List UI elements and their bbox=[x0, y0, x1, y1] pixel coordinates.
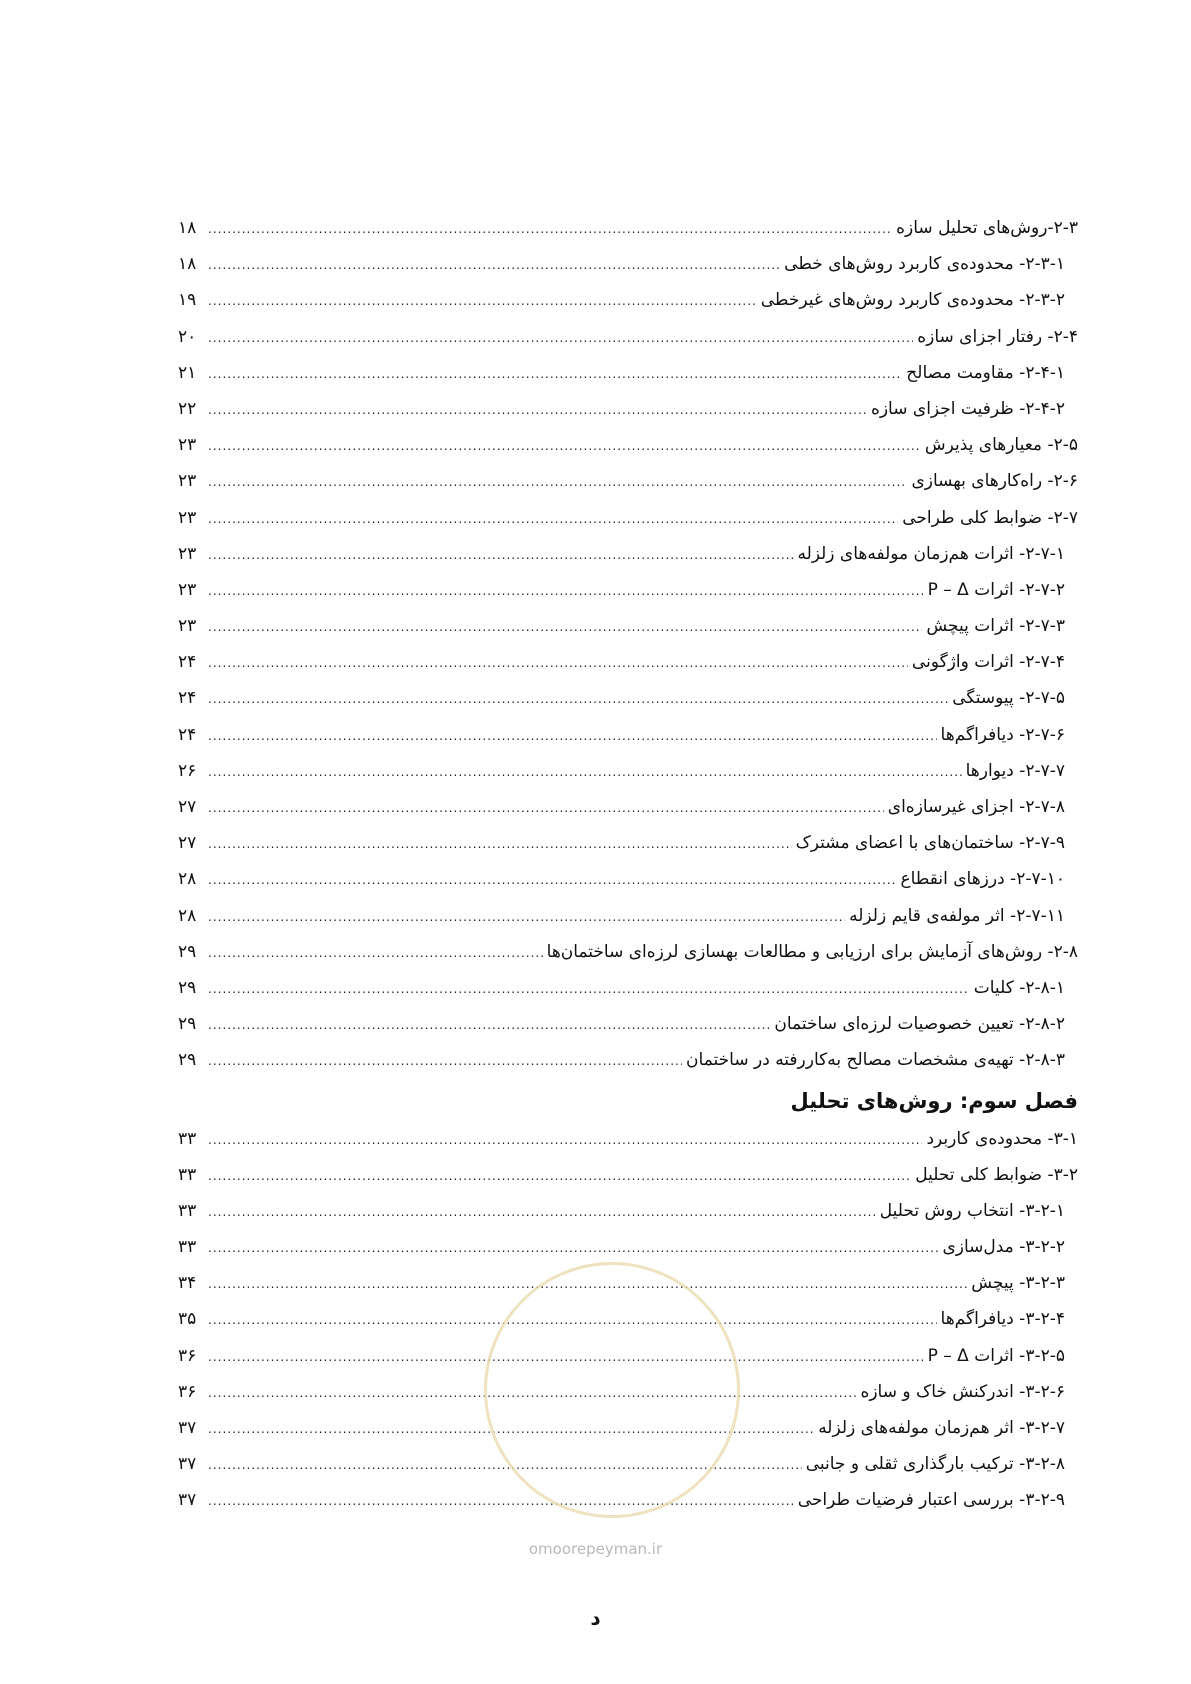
toc-entry-title: ۳-۱- محدوده‌ی کاربرد bbox=[926, 1128, 1078, 1149]
toc-entry-page: ۲۴ bbox=[178, 688, 197, 709]
dot-leader bbox=[208, 392, 867, 428]
toc-entry-page: ۳۶ bbox=[178, 1345, 197, 1366]
toc-entry[interactable] bbox=[178, 463, 1078, 499]
toc-entry-title: ۲-۸-۱- کلیات bbox=[973, 977, 1065, 998]
toc-entry-page: ۲۳ bbox=[178, 471, 197, 492]
toc-entry-title: ۳-۲-۵- اثرات P – Δ bbox=[927, 1345, 1065, 1366]
dot-leader bbox=[208, 645, 908, 681]
dot-leader bbox=[208, 790, 884, 826]
toc-entry-page: ۲۹ bbox=[178, 1050, 197, 1071]
toc-entry-page: ۲۷ bbox=[178, 833, 197, 854]
toc-entry[interactable] bbox=[178, 427, 1078, 463]
toc-entry-page: ۲۳ bbox=[178, 543, 197, 564]
toc-entry-title: ۲-۸- روش‌های آزمایش برای ارزیابی و مطالعات بهسازی لرزه‌ای ساختمان‌ها bbox=[546, 941, 1078, 962]
dot-leader bbox=[208, 1339, 924, 1375]
dot-leader bbox=[208, 1447, 802, 1483]
dot-leader bbox=[208, 935, 543, 971]
dot-leader bbox=[208, 862, 896, 898]
toc-entry-page: ۲۹ bbox=[178, 941, 197, 962]
toc-entry-page: ۲۳ bbox=[178, 579, 197, 600]
toc-entry-title: ۲-۳-روش‌های تحلیل سازه bbox=[896, 218, 1078, 238]
toc-entry[interactable] bbox=[178, 1301, 1078, 1337]
toc-entry[interactable] bbox=[178, 1410, 1078, 1446]
dot-leader bbox=[208, 971, 970, 1007]
toc-section-3 bbox=[178, 1121, 1078, 1519]
toc-entry-page: ۲۲ bbox=[178, 398, 197, 419]
dot-leader bbox=[208, 1122, 922, 1158]
dot-leader bbox=[208, 681, 948, 717]
toc-entry-title: ۳-۲-۷- اثر هم‌زمان مولفه‌های زلزله bbox=[818, 1418, 1065, 1438]
toc-entry-title: ۲-۷-۸- اجزای غیرسازه‌ای bbox=[887, 797, 1065, 817]
dot-leader bbox=[208, 1483, 794, 1519]
dot-leader bbox=[208, 826, 792, 862]
dot-leader bbox=[208, 1043, 682, 1079]
toc-entry-page: ۳۳ bbox=[178, 1200, 197, 1221]
toc-entry[interactable] bbox=[178, 861, 1078, 897]
toc-entry[interactable] bbox=[178, 1006, 1078, 1042]
toc-entry[interactable] bbox=[178, 1193, 1078, 1229]
page-number: د bbox=[590, 1606, 601, 1630]
toc-entry-page: ۳۳ bbox=[178, 1237, 197, 1258]
dot-leader bbox=[208, 899, 845, 935]
toc-entry-page: ۳۷ bbox=[178, 1454, 197, 1475]
toc-entry-title: ۲-۷-۴- اثرات واژگونی bbox=[911, 652, 1065, 673]
toc-entry-title: ۲-۶- راه‌کارهای بهسازی bbox=[911, 471, 1078, 492]
toc-entry-page: ۲۶ bbox=[178, 760, 197, 781]
toc-entry[interactable] bbox=[178, 1446, 1078, 1482]
dot-leader bbox=[208, 320, 913, 356]
toc-entry[interactable] bbox=[178, 934, 1078, 970]
toc-entry-page: ۲۹ bbox=[178, 1014, 197, 1035]
dot-leader bbox=[208, 1194, 876, 1230]
toc-entry-page: ۳۷ bbox=[178, 1490, 197, 1511]
toc-entry-title: ۲-۷-۱- اثرات هم‌زمان مولفه‌های زلزله bbox=[797, 543, 1065, 564]
toc-entry-title: ۲-۷-۳- اثرات پیچش bbox=[926, 616, 1065, 637]
toc-entry-title: ۲-۷-۵- پیوستگی bbox=[952, 688, 1065, 709]
toc-entry-title: ۲-۴-۱- مقاومت مصالح bbox=[906, 362, 1065, 383]
toc-entry-title: ۲-۳-۲- محدوده‌ی کاربرد روش‌های غیرخطی bbox=[760, 290, 1065, 311]
toc-entry[interactable] bbox=[178, 572, 1078, 608]
chapter-heading: فصل سوم: روش‌های تحلیل bbox=[790, 1088, 1078, 1113]
toc-entry-title: ۲-۸-۲- تعیین خصوصیات لرزه‌ای ساختمان bbox=[774, 1014, 1065, 1035]
toc-entry-title: ۲-۷-۱۱- اثر مولفه‌ی قایم زلزله bbox=[849, 905, 1065, 926]
toc-entry-title: ۳-۲-۶- اندرکنش خاک و سازه bbox=[860, 1381, 1065, 1402]
toc-entry-title: ۲-۷-۹- ساختمان‌های با اعضای مشترک bbox=[795, 833, 1065, 854]
table-of-contents bbox=[178, 210, 1078, 1519]
toc-entry[interactable] bbox=[178, 644, 1078, 680]
dot-leader bbox=[208, 1158, 911, 1194]
toc-entry-page: ۱۸ bbox=[178, 254, 197, 275]
toc-entry[interactable] bbox=[178, 608, 1078, 644]
dot-leader bbox=[208, 1230, 938, 1266]
dot-leader bbox=[208, 1411, 814, 1447]
toc-entry[interactable] bbox=[178, 680, 1078, 716]
toc-entry-page: ۲۰ bbox=[178, 326, 197, 347]
dot-leader bbox=[208, 356, 902, 392]
toc-entry-page: ۲۴ bbox=[178, 724, 197, 745]
toc-entry[interactable] bbox=[178, 898, 1078, 934]
toc-entry[interactable] bbox=[178, 246, 1078, 282]
toc-entry-title: ۲-۷-۲- اثرات P – Δ bbox=[927, 579, 1065, 600]
toc-entry-title: ۲-۵- معیارهای پذیرش bbox=[924, 435, 1078, 456]
toc-entry-page: ۲۸ bbox=[178, 869, 197, 890]
toc-entry[interactable] bbox=[178, 1338, 1078, 1374]
toc-entry-title: ۳-۲-۳- پیچش bbox=[971, 1273, 1065, 1294]
dot-leader bbox=[208, 283, 757, 319]
toc-entry-page: ۲۳ bbox=[178, 435, 197, 456]
dot-leader bbox=[208, 211, 892, 247]
toc-entry[interactable] bbox=[178, 1265, 1078, 1301]
dot-leader bbox=[208, 428, 921, 464]
watermark-url: omoorepeyman.ir bbox=[528, 1540, 663, 1558]
toc-entry-page: ۲۳ bbox=[178, 616, 197, 637]
toc-entry[interactable] bbox=[178, 1121, 1078, 1157]
toc-entry-page: ۳۴ bbox=[178, 1273, 197, 1294]
toc-section-2 bbox=[178, 210, 1078, 1079]
toc-entry[interactable] bbox=[178, 789, 1078, 825]
dot-leader bbox=[208, 247, 780, 283]
toc-entry-page: ۲۷ bbox=[178, 797, 197, 817]
toc-entry-title: ۳-۲-۲- مدل‌سازی bbox=[942, 1237, 1065, 1258]
dot-leader bbox=[208, 537, 793, 573]
toc-entry[interactable] bbox=[178, 319, 1078, 355]
toc-entry[interactable] bbox=[178, 753, 1078, 789]
dot-leader bbox=[208, 754, 962, 790]
toc-entry-page: ۱۸ bbox=[178, 218, 197, 238]
toc-entry-page: ۲۳ bbox=[178, 507, 197, 528]
toc-entry-title: ۲-۷- ضوابط کلی طراحی bbox=[902, 507, 1078, 528]
toc-entry-title: ۲-۳-۱- محدوده‌ی کاربرد روش‌های خطی bbox=[784, 254, 1065, 275]
toc-entry[interactable] bbox=[178, 1157, 1078, 1193]
toc-entry[interactable] bbox=[178, 1482, 1078, 1518]
toc-entry[interactable] bbox=[178, 536, 1078, 572]
toc-entry-page: ۱۹ bbox=[178, 290, 197, 311]
toc-entry-page: ۲۴ bbox=[178, 652, 197, 673]
dot-leader bbox=[208, 609, 922, 645]
dot-leader bbox=[208, 1302, 937, 1338]
toc-entry[interactable] bbox=[178, 282, 1078, 318]
toc-entry-page: ۳۳ bbox=[178, 1164, 197, 1185]
dot-leader bbox=[208, 1266, 967, 1302]
toc-entry[interactable] bbox=[178, 1229, 1078, 1265]
toc-entry-page: ۳۵ bbox=[178, 1309, 197, 1330]
toc-entry-title: ۲-۴-۲- ظرفیت اجزای سازه bbox=[870, 398, 1065, 419]
toc-entry[interactable] bbox=[178, 970, 1078, 1006]
toc-entry[interactable] bbox=[178, 1374, 1078, 1410]
toc-entry-title: ۲-۴- رفتار اجزای سازه bbox=[917, 326, 1078, 347]
toc-entry-page: ۲۱ bbox=[178, 362, 197, 383]
dot-leader bbox=[208, 1375, 856, 1411]
dot-leader bbox=[208, 718, 937, 754]
toc-entry-title: ۳-۲-۴- دیافراگم‌ها bbox=[940, 1309, 1065, 1330]
toc-entry[interactable] bbox=[178, 210, 1078, 246]
toc-entry-title: ۳-۲-۸- ترکیب بارگذاری ثقلی و جانبی bbox=[805, 1454, 1065, 1475]
dot-leader bbox=[208, 573, 924, 609]
toc-entry-title: ۲-۷-۱۰- درزهای انقطاع bbox=[900, 869, 1065, 890]
toc-entry[interactable] bbox=[178, 500, 1078, 536]
toc-entry[interactable] bbox=[178, 391, 1078, 427]
dot-leader bbox=[208, 501, 898, 537]
toc-entry-page: ۳۳ bbox=[178, 1128, 197, 1149]
toc-entry[interactable] bbox=[178, 825, 1078, 861]
toc-entry-page: ۳۷ bbox=[178, 1418, 197, 1438]
toc-entry-title: ۳-۲- ضوابط کلی تحلیل bbox=[915, 1164, 1078, 1185]
toc-entry[interactable] bbox=[178, 355, 1078, 391]
toc-entry-page: ۲۹ bbox=[178, 977, 197, 998]
toc-entry[interactable] bbox=[178, 717, 1078, 753]
toc-entry-title: ۲-۷-۶- دیافراگم‌ها bbox=[940, 724, 1065, 745]
dot-leader bbox=[208, 464, 907, 500]
dot-leader bbox=[208, 1007, 770, 1043]
toc-entry-page: ۲۸ bbox=[178, 905, 197, 926]
toc-entry-title: ۳-۲-۱- انتخاب روش تحلیل bbox=[879, 1200, 1065, 1221]
toc-entry-title: ۲-۸-۳- تهیه‌ی مشخصات مصالح به‌کاررفته در ساختمان bbox=[686, 1050, 1065, 1071]
toc-entry-title: ۳-۲-۹- بررسی اعتبار فرضیات طراحی bbox=[797, 1490, 1065, 1511]
toc-entry-title: ۲-۷-۷- دیوارها bbox=[965, 760, 1065, 781]
toc-entry[interactable] bbox=[178, 1042, 1078, 1078]
toc-entry-page: ۳۶ bbox=[178, 1381, 197, 1402]
